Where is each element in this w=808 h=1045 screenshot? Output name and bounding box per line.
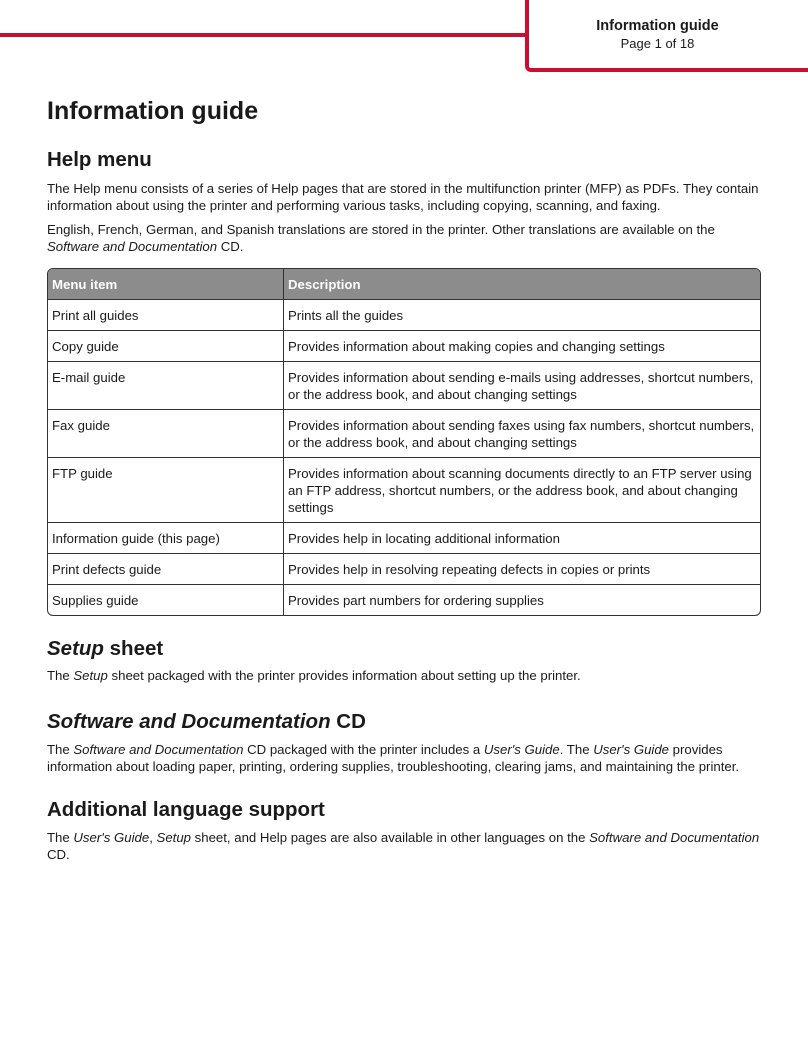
text-run: . The (559, 742, 594, 757)
description-cell: Provides information about scanning documents directly to an FTP server using an FTP address, shortcut numbers, or the address book, and about changing settings (288, 466, 752, 515)
help-menu-paragraph: The Help menu consists of a series of Help pages that are stored in the multifunction printer (MFP) as PDFs. They contain information about using the printer and performing various tasks, including copying, scanning, and faxing. (47, 181, 759, 213)
table-row (48, 553, 760, 584)
column-header-menu-item: Menu item (48, 269, 284, 299)
heading-italic: Setup (47, 637, 104, 660)
text-run-italic: Setup (73, 668, 108, 683)
running-header (560, 17, 755, 52)
description-cell: Provides information about making copies and changing settings (288, 339, 665, 354)
page-content (47, 95, 762, 863)
table-row (48, 584, 760, 615)
text-run-italic: Software and Documentation (73, 742, 244, 757)
setup-sheet-heading (47, 636, 762, 662)
column-header-description: Description (288, 277, 361, 292)
text-run: provides information about loading paper, printing, ordering supplies, troubleshooting, clearing jams, and maintaining the printer. (47, 742, 740, 774)
menu-item-cell: Copy guide (48, 331, 284, 361)
description-cell: Provides part numbers for ordering supplies (288, 593, 544, 608)
description-cell: Provides information about sending e-mails using addresses, shortcut numbers, or the address book, and about changing settings (288, 370, 754, 402)
text-run: sheet, and Help pages are also available in other languages on the (191, 830, 590, 845)
help-menu-table (47, 268, 761, 616)
heading-rest: CD (330, 710, 366, 733)
text-run-italic: User's Guide (73, 830, 150, 845)
help-menu-heading: Help menu (47, 148, 152, 171)
text-run: The (47, 742, 74, 757)
text-run: CD packaged with the printer includes a (243, 742, 484, 757)
description-cell: Provides help in resolving repeating defects in copies or prints (288, 562, 651, 577)
page-number: Page 1 of 18 (620, 36, 695, 51)
menu-item-cell: Print defects guide (48, 554, 284, 584)
text-run-italic: User's Guide (593, 742, 670, 757)
table-row (48, 457, 760, 522)
header-title: Information guide (596, 18, 719, 34)
text-run: sheet packaged with the printer provides information about setting up the printer. (107, 668, 581, 683)
text-run: CD. (47, 847, 70, 862)
text-run-italic: User's Guide (483, 742, 560, 757)
menu-item-cell: Print all guides (48, 300, 284, 330)
description-cell: Provides information about sending faxes using fax numbers, shortcut numbers, or the address book, and about changing settings (288, 418, 755, 450)
table-row (48, 330, 760, 361)
menu-item-cell: FTP guide (48, 458, 284, 522)
text-run: The (47, 830, 74, 845)
text-run-italic: Software and Documentation (589, 830, 760, 845)
menu-item-cell: Supplies guide (48, 585, 284, 615)
table-row (48, 299, 760, 330)
menu-item-cell: E-mail guide (48, 362, 284, 409)
text-run-italic: Setup (156, 830, 191, 845)
menu-item-cell: Fax guide (48, 410, 284, 457)
table-row (48, 409, 760, 457)
header-rule (0, 33, 528, 37)
software-cd-heading (47, 709, 762, 735)
menu-item-cell: Information guide (this page) (48, 523, 284, 553)
table-header-row (48, 269, 760, 299)
table-row (48, 361, 760, 409)
text-run: The (47, 668, 74, 683)
text-run: CD. (217, 239, 244, 254)
additional-language-heading: Additional language support (47, 798, 325, 821)
setup-sheet-paragraph (47, 667, 762, 684)
page-title: Information guide (47, 97, 259, 125)
additional-language-paragraph (47, 829, 762, 863)
heading-rest: sheet (103, 637, 164, 660)
text-run: English, French, German, and Spanish translations are stored in the printer. Other translations are available on the (47, 222, 715, 237)
description-cell: Prints all the guides (288, 308, 404, 323)
software-cd-paragraph (47, 741, 762, 775)
translations-paragraph (47, 221, 762, 255)
table-row (48, 522, 760, 553)
text-run: , (149, 830, 157, 845)
text-run-italic: Software and Documentation (47, 239, 218, 254)
heading-italic: Software and Documentation (47, 710, 331, 733)
description-cell: Provides help in locating additional information (288, 531, 560, 546)
